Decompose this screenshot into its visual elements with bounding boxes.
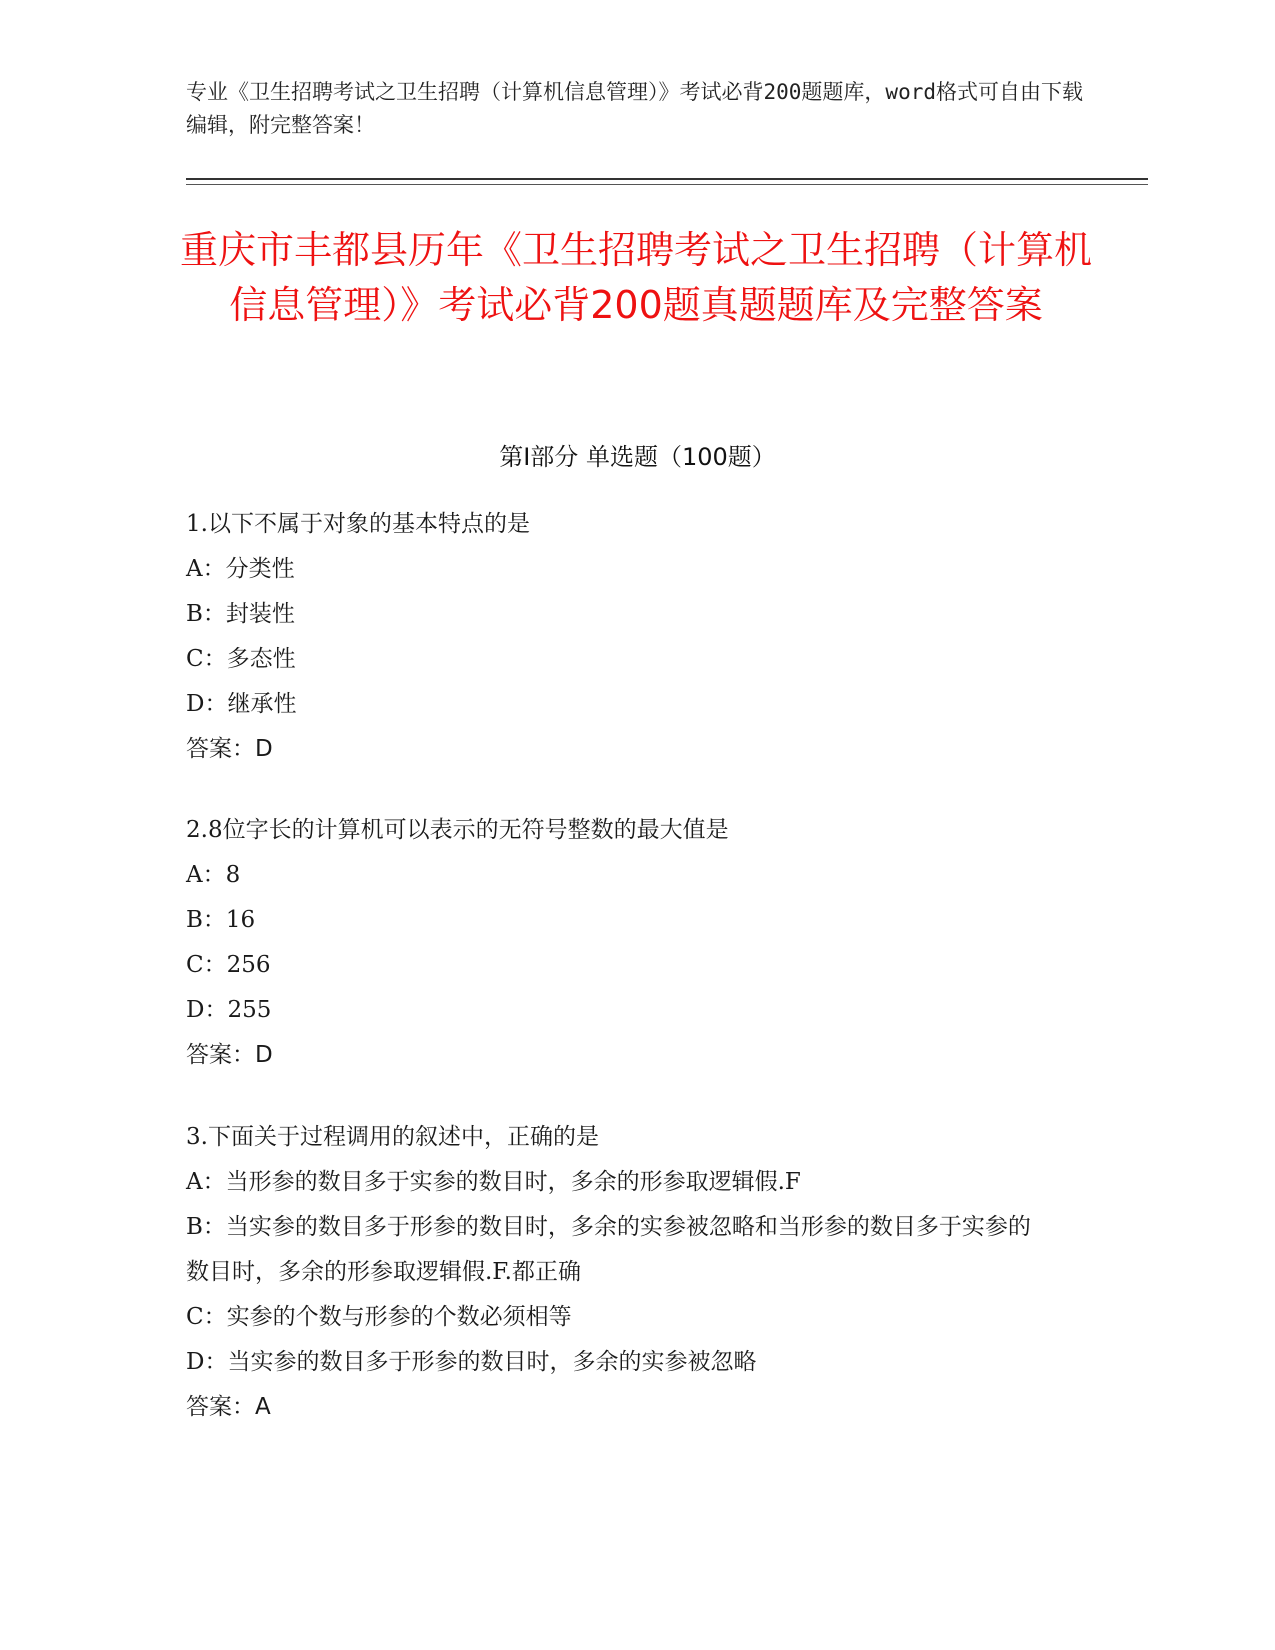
option-c: C：多态性 [186, 646, 296, 672]
answer: 答案：A [186, 1394, 271, 1420]
header-note: 专业《卫生招聘考试之卫生招聘（计算机信息管理）》考试必背200题题库，word格式可自由下载编辑，附完整答案！ [186, 80, 1083, 137]
question-3 [186, 1115, 1046, 1430]
header-divider-thick [186, 178, 1148, 180]
option-a: A：分类性 [186, 556, 295, 582]
option-c: C：256 [186, 952, 271, 978]
question-1 [186, 502, 1086, 772]
section-heading: 第Ⅰ部分 单选题（100题） [499, 443, 776, 471]
option-b: B：封装性 [186, 601, 295, 627]
option-d: D：当实参的数目多于形参的数目时，多余的实参被忽略 [186, 1349, 757, 1375]
question-stem: 3.下面关于过程调用的叙述中，正确的是 [186, 1124, 599, 1150]
option-d: D：继承性 [186, 691, 297, 717]
question-stem: 1.以下不属于对象的基本特点的是 [186, 511, 530, 537]
option-d: D：255 [186, 997, 272, 1023]
document-title: 重庆市丰都县历年《卫生招聘考试之卫生招聘（计算机信息管理）》考试必背200题真题题库及完整答案 [180, 228, 1093, 327]
option-b: B：16 [186, 907, 256, 933]
option-a: A：当形参的数目多于实参的数目时，多余的形参取逻辑假.F [186, 1169, 801, 1195]
option-b: B：当实参的数目多于形参的数目时，多余的实参被忽略和当形参的数目多于实参的数目时，多余的形参取逻辑假.F.都正确 [186, 1214, 1031, 1285]
option-a: A：8 [186, 862, 241, 888]
answer: 答案：D [186, 736, 273, 762]
question-stem: 2.8位字长的计算机可以表示的无符号整数的最大值是 [186, 817, 729, 843]
question-2 [186, 808, 1086, 1078]
answer: 答案：D [186, 1042, 273, 1068]
header-divider-thin [186, 184, 1148, 185]
option-c: C：实参的个数与形参的个数必须相等 [186, 1304, 572, 1330]
